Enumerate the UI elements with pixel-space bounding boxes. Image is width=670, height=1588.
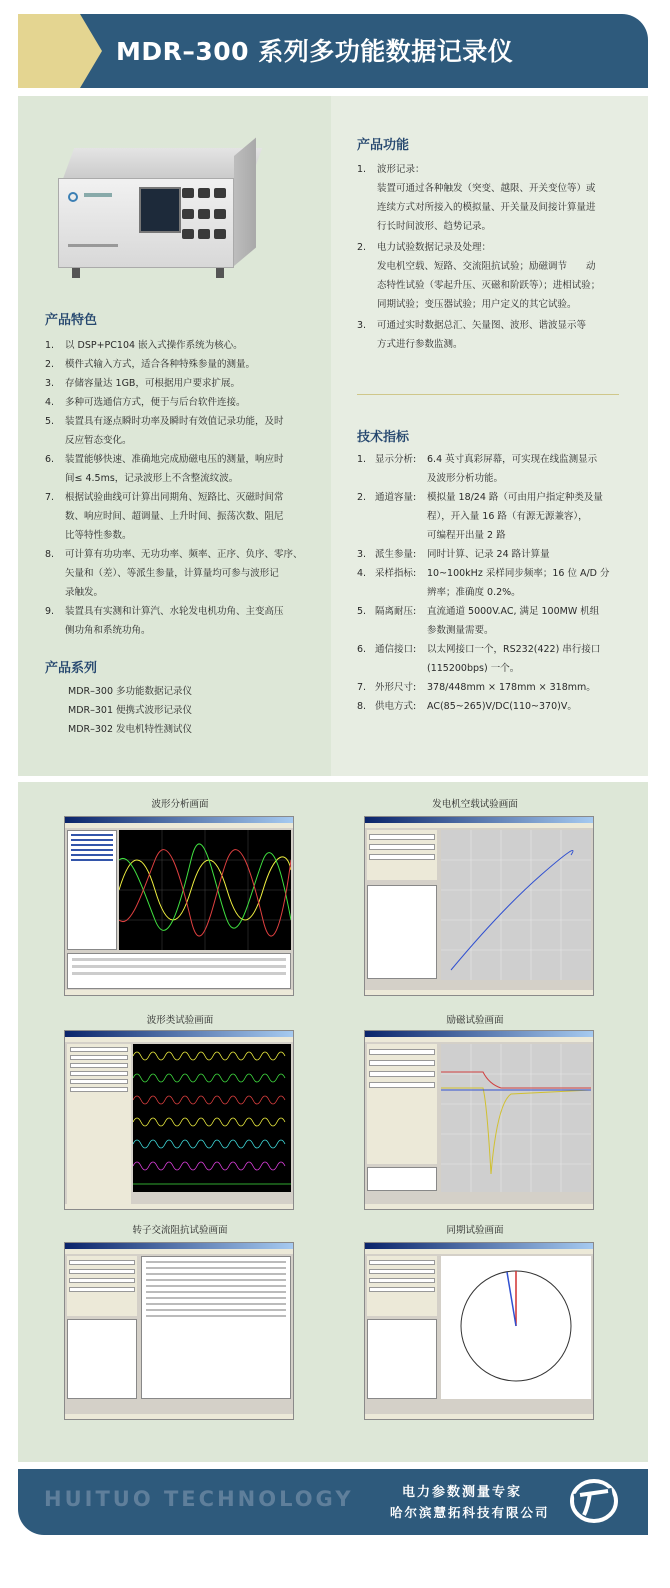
feature-item xyxy=(45,355,315,374)
page-title: MDR–300 系列多功能数据记录仪 xyxy=(116,37,514,66)
spec-item xyxy=(357,488,627,545)
series-heading: 产品系列 xyxy=(45,661,98,676)
screenshot-rotor-impedance xyxy=(64,1242,294,1420)
item-number: 2. xyxy=(45,359,55,370)
spec-value: 程），开入量 16 路（有源无源兼容）， xyxy=(427,511,588,522)
feature-line: 可计算有功功率、无功功率、频率、正序、负序、零序、 xyxy=(65,549,303,560)
caption-waveform-analysis: 波形分析画面 xyxy=(151,799,209,810)
spec-key: 派生参量: xyxy=(375,549,417,560)
caption-rotor-impedance: 转子交流阻抗试验画面 xyxy=(132,1225,228,1236)
item-number: 4. xyxy=(45,397,55,408)
spec-value: 及波形分析功能。 xyxy=(427,473,504,484)
spec-value: 6.4 英寸真彩屏幕，可实现在线监测显示 xyxy=(427,454,598,465)
function-item xyxy=(357,238,627,314)
feature-line: 根据试验曲线可计算出同期角、短路比、灭磁时间常 xyxy=(65,492,284,503)
item-number: 6. xyxy=(45,454,55,465)
feature-line: 录触发。 xyxy=(65,587,104,598)
function-line: 同期试验；变压器试验；用户定义的其它试验。 xyxy=(377,299,577,310)
spec-value: 以太网接口一个，RS232(422) 串行接口 xyxy=(427,644,601,655)
specs-heading: 技术指标 xyxy=(357,430,410,445)
item-number: 7. xyxy=(357,682,367,693)
spec-key: 外形尺寸: xyxy=(375,682,417,693)
item-number: 2. xyxy=(357,492,367,503)
caption-excitation-test: 励磁试验画面 xyxy=(446,1015,504,1026)
function-line: 发电机空载、短路、交流阻抗试验；励磁调节 动 xyxy=(377,261,596,272)
item-number: 3. xyxy=(357,320,367,331)
footer-company-cn: 哈尔滨慧拓科技有限公司 xyxy=(390,1505,550,1520)
function-line: 行长时间波形、趋势记录。 xyxy=(377,221,492,232)
feature-item xyxy=(45,336,315,355)
function-line: 连续方式对所接入的模拟量、开关量及间接计算量进 xyxy=(377,202,596,213)
feature-line: 装置具有逐点瞬时功率及瞬时有效值记录功能，及时 xyxy=(65,416,284,427)
spec-value: 辨率；准确度 0.2%。 xyxy=(427,587,521,598)
feature-line: 反应暂态变化。 xyxy=(65,435,132,446)
spec-item xyxy=(357,602,627,640)
screenshot-generator-noload xyxy=(364,816,594,996)
spec-value: 可编程开出量 2 路 xyxy=(427,530,506,541)
feature-line: 以 DSP+PC104 嵌入式操作系统为核心。 xyxy=(65,340,243,351)
spec-key: 通信接口: xyxy=(375,644,417,655)
feature-item xyxy=(45,488,315,545)
screenshot-synchronization xyxy=(364,1242,594,1420)
feature-item xyxy=(45,545,315,602)
chevron-right-icon xyxy=(80,14,102,88)
item-number: 8. xyxy=(45,549,55,560)
item-number: 6. xyxy=(357,644,367,655)
function-title: 波形记录： xyxy=(377,164,425,175)
feature-line: 间≤ 4.5ms，记录波形上不含整流纹波。 xyxy=(65,473,239,484)
feature-line: 装置具有实测和计算汽、水轮发电机功角、主变高压 xyxy=(65,606,284,617)
spec-key: 隔离耐压: xyxy=(375,606,417,617)
spec-item xyxy=(357,678,627,697)
features-heading: 产品特色 xyxy=(45,313,98,328)
features-list xyxy=(45,336,315,640)
function-title: 电力试验数据记录及处理： xyxy=(377,242,492,253)
header-accent-tab xyxy=(18,14,80,88)
footer-company-en: HUITUO TECHNOLOGY xyxy=(44,1487,354,1511)
function-line: 可通过实时数据总汇、矢量图、波形、谐波显示等 xyxy=(377,320,587,331)
screenshot-waveform-test xyxy=(64,1030,294,1210)
feature-line: 矢量和（差）、等派生参量，计算量均可参与波形记 xyxy=(65,568,279,579)
item-number: 2. xyxy=(357,242,367,253)
spec-value: 同时计算、记录 24 路计算量 xyxy=(427,549,550,560)
feature-item xyxy=(45,374,315,393)
spec-item xyxy=(357,545,627,564)
header-banner xyxy=(18,14,648,88)
item-number: 5. xyxy=(45,416,55,427)
spec-value: 378/448mm × 178mm × 318mm。 xyxy=(427,682,596,693)
feature-line: 数、响应时间、超调量、上升时间、振荡次数、阻尼 xyxy=(65,511,284,522)
functions-heading: 产品功能 xyxy=(357,138,410,153)
feature-line: 比等特性参数。 xyxy=(65,530,132,541)
device-logo-icon xyxy=(68,192,78,202)
spec-value: 模拟量 18/24 路（可由用户指定种类及量 xyxy=(427,492,603,503)
feature-line: 多种可选通信方式，便于与后台软件连接。 xyxy=(65,397,246,408)
footer-banner xyxy=(18,1469,648,1535)
spec-item xyxy=(357,450,627,488)
spec-item xyxy=(357,640,627,678)
spec-key: 显示分析: xyxy=(375,454,417,465)
series-item: MDR–302 发电机特性测试仪 xyxy=(68,724,193,735)
spec-key: 供电方式: xyxy=(375,701,417,712)
caption-generator-noload: 发电机空载试验画面 xyxy=(432,799,518,810)
item-number: 5. xyxy=(357,606,367,617)
specs-list xyxy=(357,450,627,716)
function-line: 装置可通过各种触发（突变、越限、开关变位等）或 xyxy=(377,183,596,194)
item-number: 8. xyxy=(357,701,367,712)
item-number: 4. xyxy=(357,568,367,579)
item-number: 3. xyxy=(45,378,55,389)
device-image xyxy=(58,148,268,298)
item-number: 3. xyxy=(357,549,367,560)
item-number: 1. xyxy=(357,454,367,465)
company-logo-icon xyxy=(568,1477,620,1525)
item-number: 1. xyxy=(45,340,55,351)
spec-value: 直流通道 5000V.AC, 满足 100MW 机组 xyxy=(427,606,600,617)
function-line: 态特性试验（零起升压、灭磁和阶跃等）；进相试验； xyxy=(377,280,601,291)
item-number: 1. xyxy=(357,164,367,175)
footer-slogan: 电力参数测量专家 xyxy=(402,1485,523,1500)
screenshot-waveform-analysis xyxy=(64,816,294,996)
function-line: 方式进行参数监测。 xyxy=(377,339,463,350)
spec-value: 参数测量需要。 xyxy=(427,625,494,636)
functions-list xyxy=(357,160,627,356)
feature-line: 侧功角和系统功角。 xyxy=(65,625,151,636)
caption-waveform-test: 波形类试验画面 xyxy=(146,1015,214,1026)
item-number: 7. xyxy=(45,492,55,503)
caption-synchronization: 同期试验画面 xyxy=(446,1225,504,1236)
spec-key: 采样指标: xyxy=(375,568,417,579)
item-number: 9. xyxy=(45,606,55,617)
spec-value: (115200bps) 一个。 xyxy=(427,663,520,674)
spec-item xyxy=(357,697,627,716)
feature-item xyxy=(45,412,315,450)
feature-line: 装置能够快速、准确地完成励磁电压的测量，响应时 xyxy=(65,454,284,465)
function-item xyxy=(357,160,627,236)
series-list xyxy=(68,682,192,739)
feature-item xyxy=(45,393,315,412)
feature-item xyxy=(45,602,315,640)
feature-line: 模件式输入方式，适合各种特殊参量的测量。 xyxy=(65,359,256,370)
spec-key: 通道容量: xyxy=(375,492,417,503)
function-item xyxy=(357,316,627,354)
spec-value: AC(85~265)V/DC(110~370)V。 xyxy=(427,701,577,712)
feature-item xyxy=(45,450,315,488)
spec-value: 10~100kHz 采样同步频率；16 位 A/D 分 xyxy=(427,568,610,579)
series-item: MDR–301 便携式波形记录仪 xyxy=(68,705,193,716)
section-divider xyxy=(357,394,619,395)
screenshot-excitation-test xyxy=(364,1030,594,1210)
series-item: MDR–300 多功能数据记录仪 xyxy=(68,686,193,697)
spec-item xyxy=(357,564,627,602)
feature-line: 存储容量达 1GB，可根据用户要求扩展。 xyxy=(65,378,240,389)
